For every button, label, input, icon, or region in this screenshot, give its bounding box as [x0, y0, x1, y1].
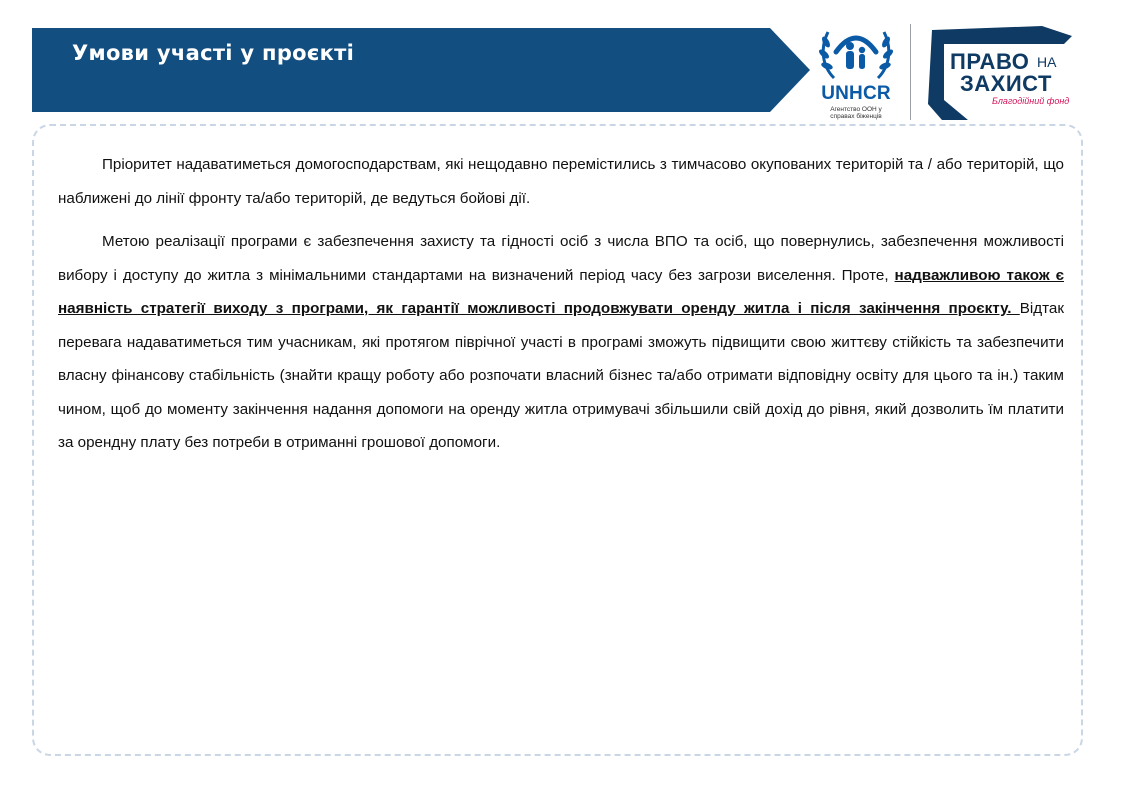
pravo-na-zakhyst-logo [922, 22, 1092, 124]
unhcr-subtitle-line1: Агентство ООН у [830, 106, 882, 113]
unhcr-subtitle [814, 106, 898, 120]
body-text [58, 148, 1064, 460]
paragraph-goal-part2: Відтак перевага надаватиметься тим учасникам, які протягом піврічної участі в програмі зможуть підвищити свою життєву стійкість та забезпечити власну фінансову стабільність (знайти кращу роботу або розпочати власний бізнес та/або отримати відповідну освіту для цього та ін.) таким чином, щоб до моменту закінчення надання допомоги на оренду житла отримувачі збільшили свій дохід до рівня, який дозволить їм платити за орендну плату без потреби в отриманні грошової допомоги. [58, 300, 1064, 451]
exit-strategy-emphasis: надважливою також є наявність стратегії виходу з програми, як гарантії можливості продовжувати оренду житла і після закінчення проєкту. [58, 266, 1064, 317]
page-title: Умови участі у проєкті [72, 41, 355, 65]
laurel-family-icon [814, 22, 898, 84]
logo-divider [910, 24, 911, 120]
charity-fund-subtitle: Благодійний фонд [992, 96, 1070, 106]
unhcr-subtitle-line2: справах біженців [830, 113, 882, 120]
paragraph-goal-part1: Метою реалізації програми є забезпечення захисту та гідності осіб з числа ВПО та осіб, що повернулись, забезпечення можливості вибору і доступу до житла з мінімальними стандартами на визначений період часу без загрози виселення. Проте, [58, 233, 1064, 284]
paragraph-goal [58, 225, 1064, 460]
unhcr-wordmark: UNHCR [821, 83, 891, 104]
zakhyst-word: ЗАХИСТ [960, 71, 1052, 96]
unhcr-logo [814, 22, 898, 122]
paragraph-priority: Пріоритет надаватиметься домогосподарствам, які нещодавно перемістились з тимчасово окупованих територій та / або територій, що наближені до лінії фронту та/або територій, де ведуться бойові дії. [58, 156, 1064, 207]
na-word: НА [1037, 54, 1057, 70]
pravo-word: ПРАВО [950, 49, 1030, 74]
